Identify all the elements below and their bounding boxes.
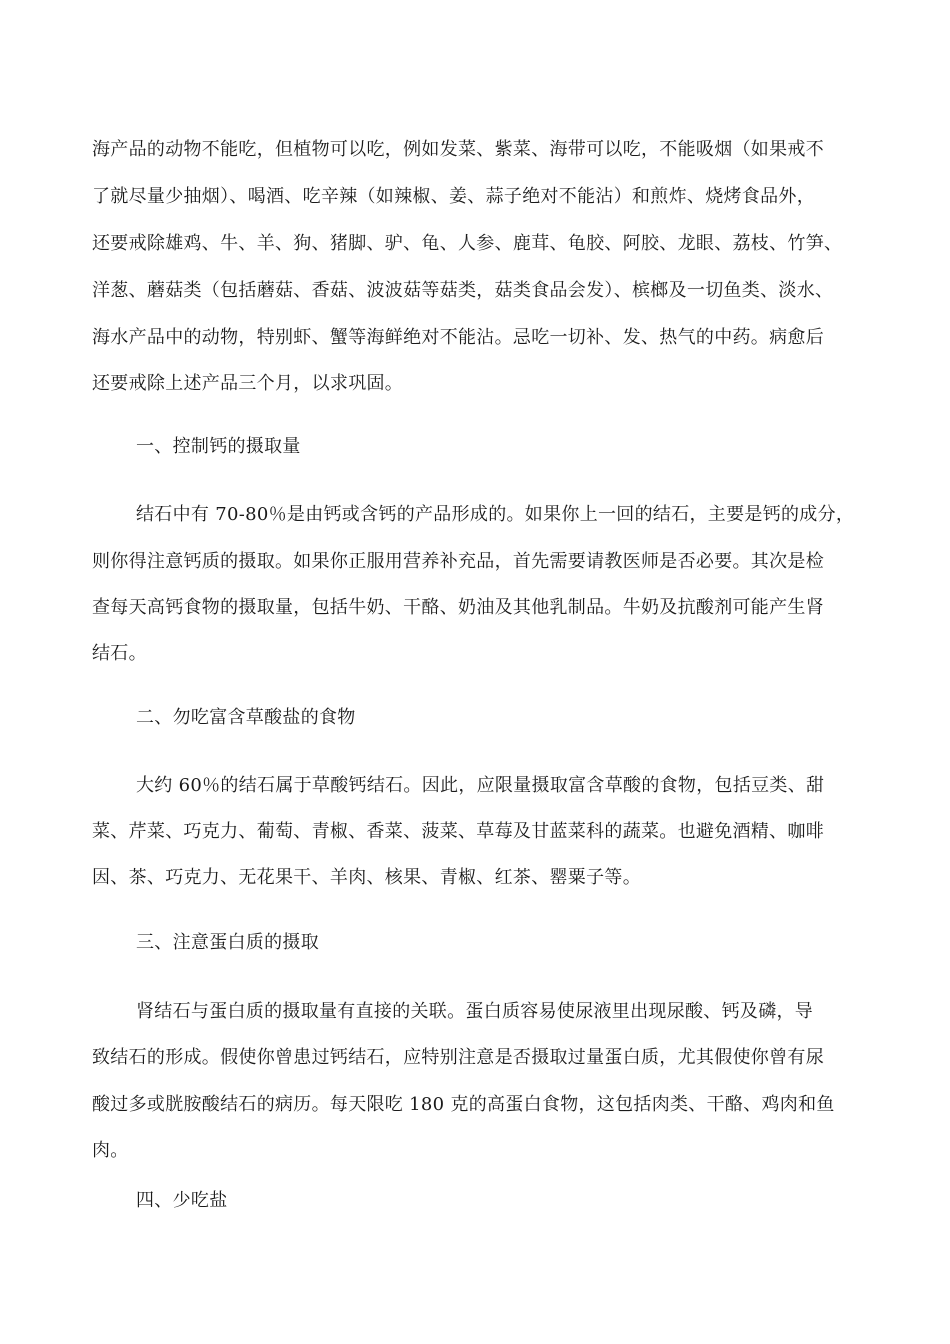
- section1-line-1: 结石中有 70-80％是由钙或含钙的产品形成的。如果你上一回的结石，主要是钙的成分，: [136, 504, 855, 525]
- section2-heading: 二、勿吃富含草酸盐的食物: [136, 707, 356, 728]
- intro-line-5: 海水产品中的动物，特别虾、蟹等海鲜绝对不能沾。忌吃一切补、发、热气的中药。病愈后: [92, 327, 824, 348]
- section3-line-3: 酸过多或胱胺酸结石的病历。每天限吃 180 克的高蛋白食物，这包括肉类、干酪、鸡肉和鱼: [92, 1094, 835, 1115]
- section1-line-4: 结石。: [92, 643, 147, 664]
- section1-line-2: 则你得注意钙质的摄取。如果你正服用营养补充品，首先需要请教医师是否必要。其次是检: [92, 551, 824, 572]
- section3-heading: 三、注意蛋白质的摄取: [136, 932, 319, 953]
- section4-heading: 四、少吃盐: [136, 1190, 228, 1211]
- intro-line-4: 洋葱、蘑菇类（包括蘑菇、香菇、波波菇等菇类，菇类食品会发）、槟榔及一切鱼类、淡水、: [92, 280, 834, 301]
- section2-line-2: 菜、芹菜、巧克力、葡萄、青椒、香菜、菠菜、草莓及甘蓝菜科的蔬菜。也避免酒精、咖啡: [92, 821, 824, 842]
- intro-line-3: 还要戒除雄鸡、牛、羊、狗、猪脚、驴、龟、人参、鹿茸、龟胶、阿胶、龙眼、荔枝、竹笋、: [92, 233, 843, 254]
- intro-line-2: 了就尽量少抽烟）、喝酒、吃辛辣（如辣椒、姜、蒜子绝对不能沾）和煎炸、烧烤食品外，: [92, 186, 815, 207]
- section3-line-2: 致结石的形成。假使你曾患过钙结石，应特别注意是否摄取过量蛋白质，尤其假使你曾有尿: [92, 1047, 824, 1068]
- section1-heading: 一、控制钙的摄取量: [136, 436, 301, 457]
- intro-line-1: 海产品的动物不能吃，但植物可以吃，例如发菜、紫菜、海带可以吃，不能吸烟（如果戒不: [92, 139, 824, 160]
- section2-line-1: 大约 60％的结石属于草酸钙结石。因此，应限量摄取富含草酸的食物，包括豆类、甜: [136, 775, 825, 796]
- intro-line-6: 还要戒除上述产品三个月，以求巩固。: [92, 373, 404, 394]
- section1-line-3: 查每天高钙食物的摄取量，包括牛奶、干酪、奶油及其他乳制品。牛奶及抗酸剂可能产生肾: [92, 597, 824, 618]
- section3-line-1: 肾结石与蛋白质的摄取量有直接的关联。蛋白质容易使尿液里出现尿酸、钙及磷，导: [136, 1001, 814, 1022]
- section2-line-3: 因、茶、巧克力、无花果干、羊肉、核果、青椒、红茶、罂粟子等。: [92, 867, 641, 888]
- section3-line-4: 肉。: [92, 1140, 129, 1161]
